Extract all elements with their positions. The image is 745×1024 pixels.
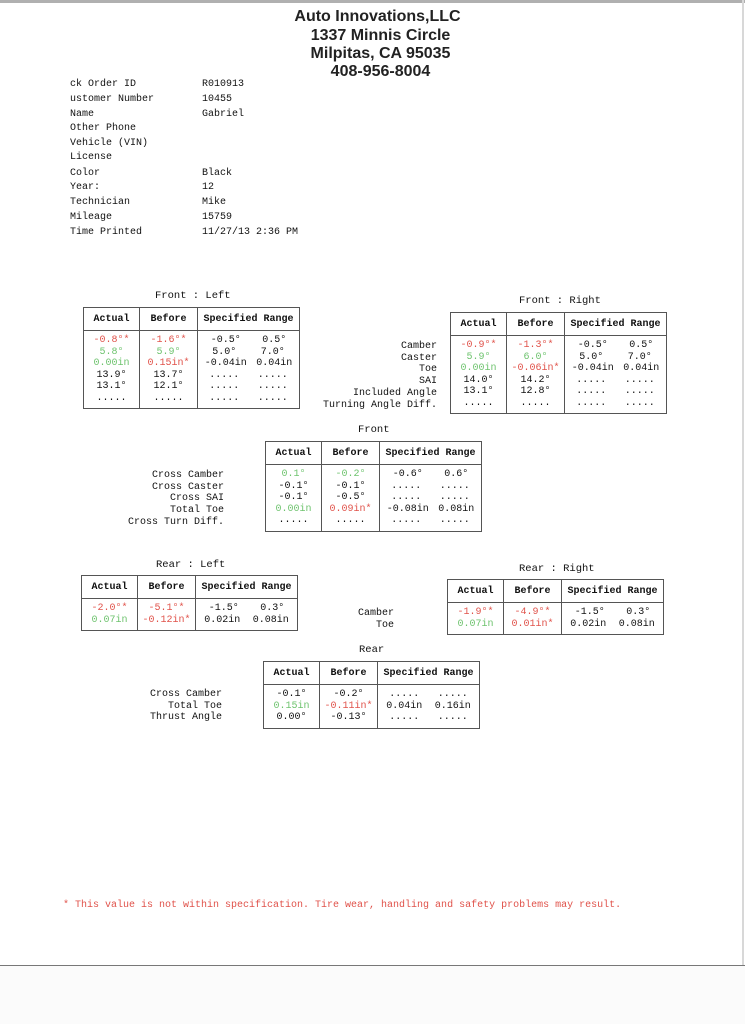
range-min: -0.04in <box>204 358 247 369</box>
actual-value: 0.07in <box>457 618 494 630</box>
row-label: Included Angle <box>352 387 437 399</box>
spec-footnote: * This value is not within specification. Tire wear, handling and safety problems may result. <box>63 900 622 911</box>
actual-value: 0.15in <box>273 700 310 712</box>
before-column <box>140 331 198 409</box>
rear-left-table <box>81 575 298 631</box>
before-header: Before <box>140 308 198 331</box>
order-info-value: 10455 <box>202 94 233 105</box>
row-label: Cross Caster <box>151 481 224 493</box>
range-column <box>198 331 300 409</box>
before-value: -0.2° <box>335 469 366 480</box>
table-header-row <box>82 576 298 599</box>
range-pair <box>564 619 661 631</box>
range-header: Specified Range <box>565 313 667 336</box>
before-value: 14.2° <box>520 374 551 386</box>
rear-left-title: Rear : Left <box>156 559 226 571</box>
range-pair <box>200 358 297 370</box>
order-info-value: R010913 <box>202 79 245 90</box>
range-min: 0.02in <box>570 618 607 630</box>
order-info-label: ck Order ID <box>70 79 137 90</box>
actual-value: 0.00in <box>93 358 130 369</box>
range-max: ..... <box>437 712 468 723</box>
range-min: ..... <box>209 369 240 381</box>
before-value: 12.8° <box>520 386 551 397</box>
before-value: -0.12in* <box>142 614 191 626</box>
range-max: 0.5° <box>629 340 654 351</box>
before-value: -1.6°* <box>150 335 187 346</box>
range-pair <box>382 515 479 527</box>
actual-value: 13.9° <box>96 369 127 381</box>
actual-value: ..... <box>278 515 309 526</box>
table-body-row <box>266 465 482 532</box>
range-max: 7.0° <box>260 346 285 358</box>
range-column <box>562 603 664 635</box>
range-pair <box>200 335 297 347</box>
range-pair <box>380 712 477 724</box>
row-label: Cross Camber <box>151 470 224 481</box>
rear-row-labels <box>330 608 394 631</box>
range-min: -0.5° <box>577 340 608 351</box>
before-value: 0.15in* <box>147 358 190 369</box>
range-pair <box>198 603 295 615</box>
before-value: -0.5° <box>335 492 366 503</box>
range-max: 0.16in <box>434 700 471 712</box>
table-body-row <box>451 336 667 414</box>
row-label: Camber <box>400 341 437 352</box>
range-header: Specified Range <box>562 580 664 603</box>
actual-column <box>82 599 138 631</box>
before-column <box>322 465 380 532</box>
row-label: Thrust Angle <box>149 712 222 724</box>
before-value: -4.9°* <box>514 607 551 618</box>
actual-value: -0.9°* <box>460 340 497 351</box>
order-info-label: ustomer Number <box>70 94 155 105</box>
order-info-label: Other Phone <box>70 123 137 134</box>
actual-header: Actual <box>84 308 140 331</box>
before-value: -0.11in* <box>324 700 373 712</box>
range-min: -0.5° <box>210 335 241 346</box>
front-cross-table <box>265 441 482 532</box>
range-pair <box>564 607 661 619</box>
range-pair <box>567 352 664 364</box>
row-label: Turning Angle Diff. <box>322 399 437 411</box>
before-column <box>320 685 378 729</box>
actual-value: 5.8° <box>99 346 124 358</box>
before-value: -0.06in* <box>511 363 560 374</box>
range-pair <box>380 689 477 701</box>
actual-column <box>264 685 320 729</box>
range-column <box>565 336 667 414</box>
order-info-value: Gabriel <box>202 109 245 120</box>
range-max: ..... <box>624 397 655 409</box>
before-value: 13.7° <box>153 369 184 381</box>
range-max: ..... <box>437 689 468 700</box>
range-max: 7.0° <box>627 351 652 363</box>
before-value: -5.1°* <box>148 603 185 614</box>
before-column <box>504 603 562 635</box>
range-min: -0.08in <box>386 503 429 515</box>
range-max: ..... <box>257 381 288 392</box>
rear-right-title: Rear : Right <box>519 563 595 575</box>
before-value: -0.2° <box>333 689 364 700</box>
actual-header: Actual <box>264 662 320 685</box>
before-column <box>507 336 565 414</box>
range-min: ..... <box>576 374 607 386</box>
range-header: Specified Range <box>380 442 482 465</box>
actual-column <box>451 336 507 414</box>
actual-value: 13.1° <box>463 386 494 397</box>
row-label: Total Toe <box>169 505 224 517</box>
range-pair <box>382 492 479 504</box>
before-value: -0.1° <box>335 480 366 492</box>
order-info-value: 15759 <box>202 212 233 223</box>
actual-value: 0.1° <box>281 469 306 480</box>
actual-value: -0.8°* <box>93 335 130 346</box>
order-info-value: 12 <box>202 182 215 193</box>
range-header: Specified Range <box>198 308 300 331</box>
range-pair <box>198 615 295 627</box>
range-min: ..... <box>576 397 607 409</box>
before-value: ..... <box>335 515 366 526</box>
front-right-title: Front : Right <box>519 295 601 307</box>
actual-header: Actual <box>448 580 504 603</box>
front-right-table <box>450 312 667 414</box>
actual-value: ..... <box>96 392 127 404</box>
order-info-label: Time Printed <box>70 227 143 238</box>
range-max: ..... <box>257 392 288 404</box>
range-max: ..... <box>624 374 655 386</box>
order-info-value: Black <box>202 168 233 179</box>
row-label: SAI <box>418 376 437 388</box>
order-info-label: Vehicle (VIN) <box>70 138 149 149</box>
range-max: 0.08in <box>252 614 289 626</box>
actual-value: -2.0°* <box>91 603 128 614</box>
before-value: 6.0° <box>523 351 548 363</box>
order-info-label: License <box>70 152 113 163</box>
rear-cross-table <box>263 661 480 729</box>
front-left-table <box>83 307 300 409</box>
range-pair <box>382 481 479 493</box>
row-label: Cross Camber <box>149 689 222 700</box>
range-min: 5.0° <box>212 346 237 358</box>
range-min: ..... <box>209 392 240 404</box>
range-pair <box>200 347 297 359</box>
range-min: ..... <box>391 492 422 503</box>
table-header-row <box>264 662 480 685</box>
actual-column <box>448 603 504 635</box>
order-info-label: Color <box>70 168 101 179</box>
table-header-row <box>84 308 300 331</box>
order-info-label: Year: <box>70 182 101 193</box>
range-max: ..... <box>439 492 470 503</box>
row-label: Caster <box>400 352 437 364</box>
actual-header: Actual <box>451 313 507 336</box>
rear-right-table <box>447 579 664 635</box>
range-max: 0.6° <box>444 469 469 480</box>
table-body-row <box>84 331 300 409</box>
row-label: Toe <box>418 364 437 376</box>
before-value: 12.1° <box>153 381 184 392</box>
range-min: -1.5° <box>574 607 605 618</box>
table-header-row <box>448 580 664 603</box>
row-label: Toe <box>375 619 394 631</box>
before-value: -0.13° <box>330 712 367 723</box>
scan-right-edge <box>742 0 744 1024</box>
range-max: 0.08in <box>618 618 655 630</box>
actual-value: 0.00in <box>460 363 497 374</box>
row-label: Cross SAI <box>169 493 224 505</box>
range-min: ..... <box>389 712 420 723</box>
range-min: -0.04in <box>571 363 614 374</box>
actual-value: 0.00in <box>275 503 312 515</box>
range-pair <box>567 386 664 398</box>
range-pair <box>567 375 664 387</box>
range-max: ..... <box>624 386 655 397</box>
range-min: ..... <box>391 515 422 526</box>
range-pair <box>200 370 297 382</box>
table-header-row <box>451 313 667 336</box>
shop-name: Auto Innovations,LLC <box>294 8 461 25</box>
range-column <box>378 685 480 729</box>
range-min: ..... <box>576 386 607 397</box>
range-header: Specified Range <box>196 576 298 599</box>
range-min: ..... <box>209 381 240 392</box>
range-pair <box>382 469 479 481</box>
front-cross-row-labels <box>100 470 224 529</box>
front-row-labels <box>300 341 437 411</box>
before-header: Before <box>138 576 196 599</box>
range-min: 0.04in <box>386 700 423 712</box>
range-max: ..... <box>439 515 470 526</box>
order-info-value: Mike <box>202 197 227 208</box>
order-info-label: Technician <box>70 197 131 208</box>
actual-column <box>84 331 140 409</box>
row-label: Total Toe <box>167 700 222 712</box>
actual-value: ..... <box>463 397 494 409</box>
scan-top-edge <box>0 0 745 3</box>
order-info-value: 11/27/13 2:36 PM <box>202 227 299 238</box>
before-header: Before <box>507 313 565 336</box>
table-body-row <box>82 599 298 631</box>
shop-phone: 408-956-8004 <box>330 63 431 80</box>
row-label: Camber <box>357 608 394 619</box>
before-value: ..... <box>153 392 184 404</box>
rear-cross-row-labels <box>100 689 222 724</box>
range-max: ..... <box>439 480 470 492</box>
range-max: 0.04in <box>623 363 660 374</box>
range-min: ..... <box>389 689 420 700</box>
order-info-label: Mileage <box>70 212 113 223</box>
range-min: -1.5° <box>208 603 239 614</box>
range-max: 0.3° <box>626 607 651 618</box>
front-cross-title: Front <box>358 424 390 436</box>
actual-value: -0.1° <box>278 492 309 503</box>
rear-cross-title: Rear <box>359 644 385 656</box>
before-value: ..... <box>520 397 551 409</box>
range-min: ..... <box>391 480 422 492</box>
range-pair <box>200 381 297 393</box>
range-max: 0.3° <box>260 603 285 614</box>
scan-bottom-margin <box>0 966 745 1024</box>
table-body-row <box>264 685 480 729</box>
shop-street: 1337 Minnis Circle <box>310 27 451 44</box>
range-pair <box>380 701 477 713</box>
actual-value: 5.9° <box>466 351 491 363</box>
before-value: 0.09in* <box>329 503 372 515</box>
before-value: 5.9° <box>156 346 181 358</box>
range-min: 0.02in <box>204 614 241 626</box>
actual-column <box>266 465 322 532</box>
actual-header: Actual <box>82 576 138 599</box>
range-max: 0.5° <box>262 335 287 346</box>
range-min: 5.0° <box>579 351 604 363</box>
actual-value: 14.0° <box>463 374 494 386</box>
before-header: Before <box>322 442 380 465</box>
actual-header: Actual <box>266 442 322 465</box>
range-max: 0.04in <box>256 358 293 369</box>
actual-value: 0.00° <box>276 712 307 723</box>
range-header: Specified Range <box>378 662 480 685</box>
actual-value: 13.1° <box>96 381 127 392</box>
actual-value: -1.9°* <box>457 607 494 618</box>
shop-city: Milpitas, CA 95035 <box>310 45 451 62</box>
table-header-row <box>266 442 482 465</box>
range-max: 0.08in <box>438 503 475 515</box>
range-pair <box>200 393 297 405</box>
range-min: -0.6° <box>392 469 423 480</box>
actual-value: 0.07in <box>91 614 128 626</box>
range-column <box>380 465 482 532</box>
range-pair <box>567 363 664 375</box>
order-info-label: Name <box>70 109 95 120</box>
before-value: 0.01in* <box>511 618 554 630</box>
before-column <box>138 599 196 631</box>
range-max: ..... <box>257 369 288 381</box>
range-pair <box>567 398 664 410</box>
range-column <box>196 599 298 631</box>
before-value: -1.3°* <box>517 340 554 351</box>
before-header: Before <box>504 580 562 603</box>
table-body-row <box>448 603 664 635</box>
actual-value: -0.1° <box>278 480 309 492</box>
row-label: Cross Turn Diff. <box>127 516 224 528</box>
range-pair <box>382 504 479 516</box>
range-pair <box>567 340 664 352</box>
actual-value: -0.1° <box>276 689 307 700</box>
before-header: Before <box>320 662 378 685</box>
front-left-title: Front : Left <box>155 290 231 302</box>
